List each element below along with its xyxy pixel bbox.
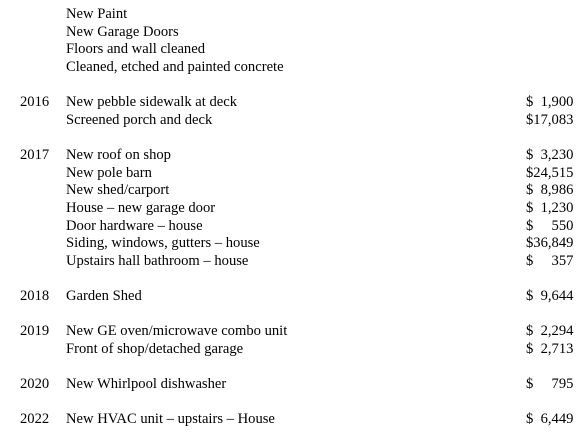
table-row [0, 40, 576, 58]
amount-cell: $ 550 [526, 218, 574, 234]
description-cell: House – new garage door [66, 200, 216, 216]
description-cell: New Whirlpool dishwasher [66, 376, 227, 392]
year-cell: 2022 [20, 411, 50, 427]
amount-cell: $17,083 [526, 112, 574, 128]
table-row [0, 5, 576, 23]
table-row [0, 93, 576, 111]
description-cell: Garden Shed [66, 288, 142, 304]
amount-cell: $ 3,230 [526, 147, 574, 163]
description-cell: Front of shop/detached garage [66, 341, 244, 357]
description-cell: Door hardware – house [66, 218, 203, 234]
amount-cell: $ 357 [526, 253, 574, 269]
description-cell: New shed/carport [66, 182, 170, 198]
table-row [0, 58, 576, 76]
table-row [0, 146, 576, 164]
description-cell: New GE oven/microwave combo unit [66, 323, 288, 339]
table-row [0, 199, 576, 217]
table-row [0, 322, 576, 340]
description-cell: New pole barn [66, 165, 152, 181]
amount-cell: $ 8,986 [526, 182, 574, 198]
description-cell: Floors and wall cleaned [66, 41, 206, 57]
description-cell: Screened porch and deck [66, 112, 213, 128]
table-row [0, 217, 576, 235]
table-row [0, 287, 576, 305]
amount-cell: $ 1,900 [526, 94, 574, 110]
year-cell: 2016 [20, 94, 50, 110]
amount-cell: $ 795 [526, 376, 574, 392]
table-row [0, 181, 576, 199]
description-cell: New Garage Doors [66, 24, 179, 40]
table-row [0, 164, 576, 182]
year-cell: 2018 [20, 288, 50, 304]
table-row [0, 375, 576, 393]
table-row [0, 23, 576, 41]
table-row [0, 252, 576, 270]
description-cell: Cleaned, etched and painted concrete [66, 59, 284, 75]
year-cell: 2017 [20, 147, 50, 163]
amount-cell: $ 9,644 [526, 288, 574, 304]
year-cell: 2019 [20, 323, 50, 339]
description-cell: New roof on shop [66, 147, 171, 163]
amount-cell: $36,849 [526, 235, 574, 251]
amount-cell: $ 2,713 [526, 341, 574, 357]
description-cell: New Paint [66, 6, 128, 22]
description-cell: Upstairs hall bathroom – house [66, 253, 249, 269]
table-row [0, 410, 576, 428]
amount-cell: $ 6,449 [526, 411, 574, 427]
amount-cell: $ 1,230 [526, 200, 574, 216]
table-row [0, 234, 576, 252]
table-row [0, 111, 576, 129]
year-cell: 2020 [20, 376, 50, 392]
description-cell: New HVAC unit – upstairs – House [66, 411, 275, 427]
table-row [0, 340, 576, 358]
amount-cell: $24,515 [526, 165, 574, 181]
amount-cell: $ 2,294 [526, 323, 574, 339]
description-cell: New pebble sidewalk at deck [66, 94, 238, 110]
description-cell: Siding, windows, gutters – house [66, 235, 260, 251]
